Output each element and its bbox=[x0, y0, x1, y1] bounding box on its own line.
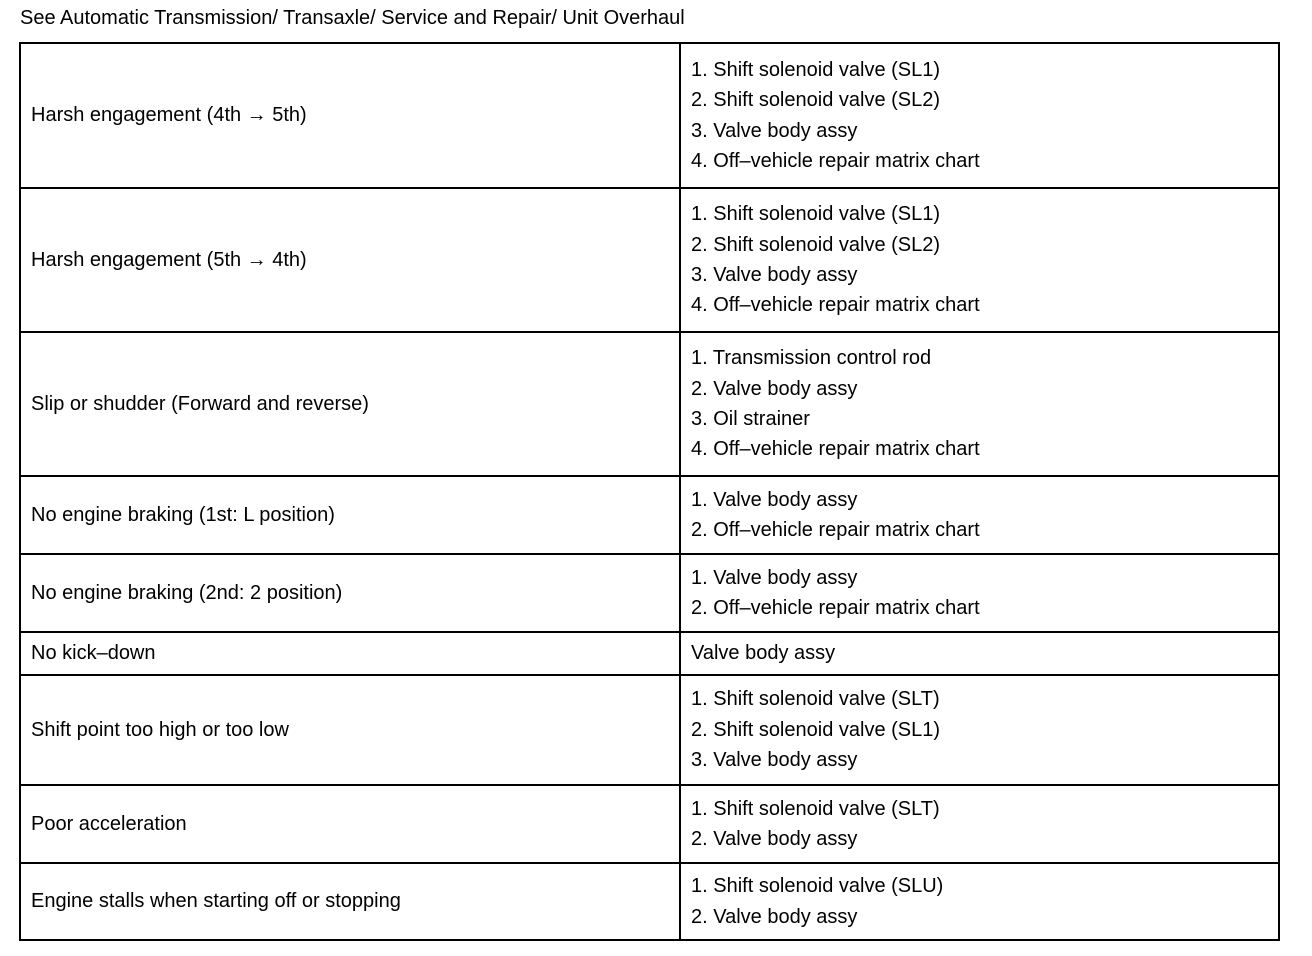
symptom-cell bbox=[20, 863, 680, 940]
parts-cell bbox=[680, 675, 1279, 785]
part-item: 1. Valve body assy bbox=[691, 566, 858, 589]
part-item: 3. Valve body assy bbox=[691, 749, 858, 772]
part-item: 2. Off–vehicle repair matrix chart bbox=[691, 597, 980, 619]
parts-cell bbox=[680, 188, 1279, 332]
part-item: 1. Transmission control rod bbox=[691, 347, 932, 370]
symptom-text: Engine stalls when starting off or stopping bbox=[31, 890, 401, 913]
symptom-cell bbox=[20, 632, 680, 675]
table-row bbox=[20, 785, 1279, 863]
table-row bbox=[20, 863, 1279, 940]
part-item: 4. Off–vehicle repair matrix chart bbox=[691, 149, 980, 172]
part-item: Valve body assy bbox=[691, 642, 836, 665]
part-item: 2. Shift solenoid valve (SL2) bbox=[691, 233, 941, 256]
table-row bbox=[20, 188, 1279, 332]
table-row bbox=[20, 675, 1279, 785]
symptom-text: No engine braking (2nd: 2 position) bbox=[31, 581, 343, 604]
part-item: 2. Shift solenoid valve (SL1) bbox=[691, 718, 941, 741]
symptom-text: Slip or shudder (Forward and reverse) bbox=[31, 392, 369, 415]
parts-cell bbox=[680, 863, 1279, 940]
symptom-cell bbox=[20, 554, 680, 632]
part-item: 3. Valve body assy bbox=[691, 119, 858, 142]
table-row bbox=[20, 554, 1279, 632]
part-item: 1. Shift solenoid valve (SLU) bbox=[691, 875, 944, 898]
symptom-cell bbox=[20, 332, 680, 476]
table-row bbox=[20, 476, 1279, 554]
parts-cell bbox=[680, 632, 1279, 675]
reference-note: See Automatic Transmission/ Transaxle/ Service and Repair/ Unit Overhaul bbox=[20, 7, 685, 29]
table-row bbox=[20, 43, 1279, 188]
symptom-text: No engine braking (1st: L position) bbox=[31, 503, 335, 526]
part-item: 1. Shift solenoid valve (SLT) bbox=[691, 797, 940, 820]
part-item: 3. Valve body assy bbox=[691, 264, 858, 286]
symptom-cell bbox=[20, 43, 680, 188]
part-item: 1. Shift solenoid valve (SLT) bbox=[691, 688, 940, 711]
part-item: 2. Valve body assy bbox=[691, 377, 858, 400]
symptom-cell bbox=[20, 188, 680, 332]
symptom-text: No kick–down bbox=[31, 642, 156, 665]
symptom-cell bbox=[20, 785, 680, 863]
part-item: 2. Off–vehicle repair matrix chart bbox=[691, 519, 980, 541]
part-item: 2. Valve body assy bbox=[691, 905, 858, 928]
parts-cell bbox=[680, 332, 1279, 476]
part-item: 1. Shift solenoid valve (SL1) bbox=[691, 58, 941, 81]
diagnosis-table bbox=[19, 42, 1280, 941]
parts-cell bbox=[680, 476, 1279, 554]
part-item: 1. Valve body assy bbox=[691, 488, 858, 511]
table-row bbox=[20, 332, 1279, 476]
parts-cell bbox=[680, 43, 1279, 188]
table-row bbox=[20, 632, 1279, 675]
symptom-text: Shift point too high or too low bbox=[31, 718, 289, 741]
part-item: 4. Off–vehicle repair matrix chart bbox=[691, 294, 980, 317]
part-item: 2. Shift solenoid valve (SL2) bbox=[691, 89, 941, 112]
part-item: 2. Valve body assy bbox=[691, 828, 858, 850]
symptom-cell bbox=[20, 476, 680, 554]
symptom-text: Harsh engagement (5th → 4th) bbox=[31, 248, 307, 271]
parts-cell bbox=[680, 785, 1279, 863]
parts-cell bbox=[680, 554, 1279, 632]
part-item: 3. Oil strainer bbox=[691, 408, 810, 430]
part-item: 4. Off–vehicle repair matrix chart bbox=[691, 438, 980, 461]
symptom-text: Poor acceleration bbox=[31, 812, 187, 835]
symptom-text: Harsh engagement (4th → 5th) bbox=[31, 104, 307, 127]
part-item: 1. Shift solenoid valve (SL1) bbox=[691, 203, 941, 226]
symptom-cell bbox=[20, 675, 680, 785]
